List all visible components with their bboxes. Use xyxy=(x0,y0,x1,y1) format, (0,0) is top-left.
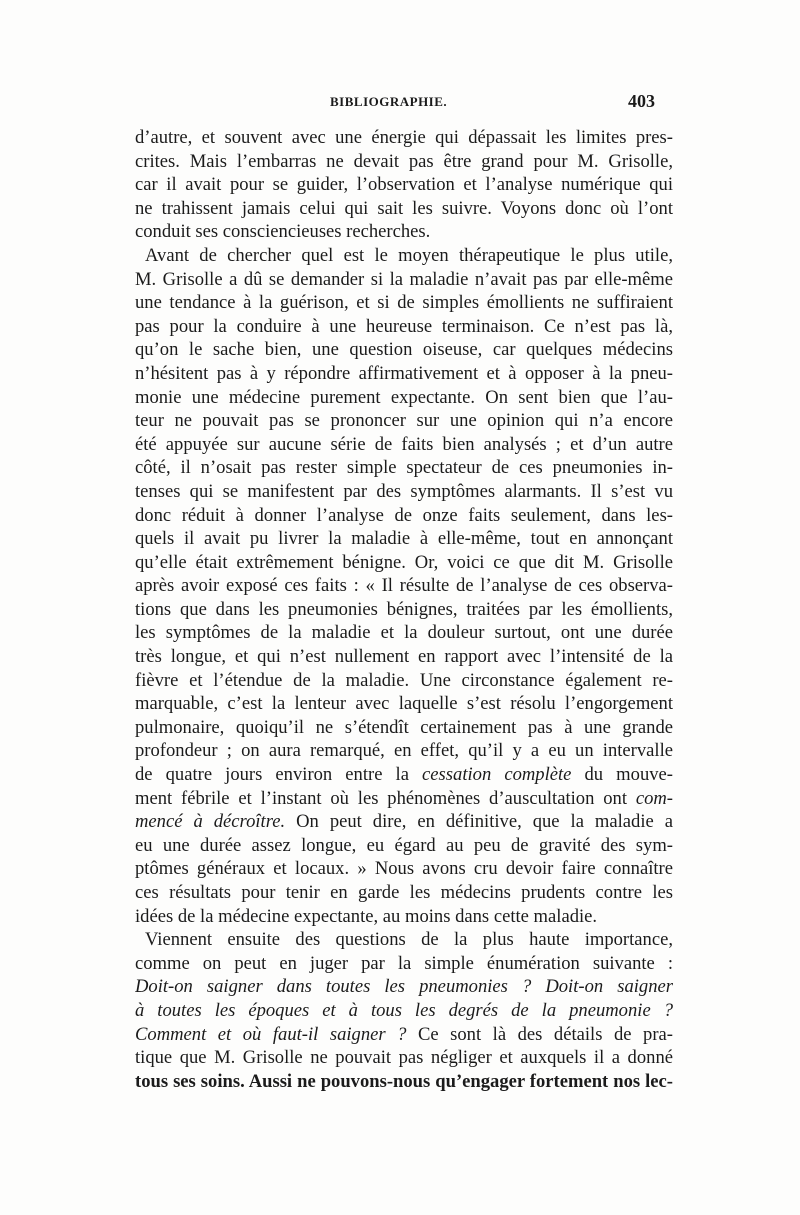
text-line: n’hésitent pas à y répondre affirmativement et à opposer à la pneu- xyxy=(135,362,673,384)
text-line: qu’on le sache bien, une question oiseuse, car quelques médecins xyxy=(135,339,673,361)
text-line xyxy=(135,763,673,787)
text-line xyxy=(135,975,673,999)
text-line: été appuyée sur aucune série de faits bien analysés ; et d’un autre xyxy=(135,433,673,455)
text-line: tous ses soins. Aussi ne pouvons-nous qu’engager fortement nos lec- xyxy=(135,1070,673,1092)
text-line: idées de la médecine expectante, au moins dans cette maladie. xyxy=(135,905,598,927)
text-line xyxy=(135,999,673,1023)
emphasis-text: cessation complète xyxy=(422,764,572,786)
text-span: de quatre jours environ entre la xyxy=(135,764,423,786)
text-line: marquable, c’est la lenteur avec laquelle s’est résolu l’engorgement xyxy=(135,693,673,715)
page-number: 403 xyxy=(628,91,655,111)
text-line: monie une médecine purement expectante. On sent bien que l’au- xyxy=(135,386,673,408)
text-line: conduit ses consciencieuses recherches. xyxy=(135,221,431,243)
text-line: ne trahissent jamais celui qui sait les suivre. Voyons donc où l’ont xyxy=(135,197,673,219)
emphasis-text: à toutes les époques et à tous les degrés de la pneumonie ? xyxy=(135,999,673,1021)
text-line: après avoir exposé ces faits : « Il résulte de l’analyse de ces observa- xyxy=(135,575,673,597)
text-line: Viennent ensuite des questions de la plus haute importance, xyxy=(145,929,673,951)
text-span: Ce sont là des détails de pra- xyxy=(406,1023,673,1045)
text-line: tique que M. Grisolle ne pouvait pas négliger et auxquels il a donné xyxy=(135,1047,673,1069)
text-line xyxy=(135,810,673,834)
page-header xyxy=(135,91,655,118)
text-line: ces résultats pour tenir en garde les médecins prudents contre les xyxy=(135,882,673,903)
emphasis-text: Doit-on saigner dans toutes les pneumonies ? Doit-on saigner xyxy=(135,976,673,998)
text-line: Avant de chercher quel est le moyen thérapeutique le plus utile, xyxy=(145,244,673,266)
text-line: crites. Mais l’embarras ne devait pas être grand pour M. Grisolle, xyxy=(135,150,673,172)
text-line: ptômes généraux et locaux. » Nous avons cru devoir faire connaître xyxy=(135,858,673,880)
text-line: pulmonaire, quoiqu’il ne s’étendît certainement pas à une grande xyxy=(135,716,673,738)
text-line: pas pour la conduire à une heureuse terminaison. Ce n’est pas là, xyxy=(135,315,673,337)
text-line: comme on peut en juger par la simple énumération suivante : xyxy=(135,952,673,974)
text-line: teur ne pouvait pas se prononcer sur une opinion qui n’a encore xyxy=(135,410,673,432)
text-line: qu’elle était extrêmement bénigne. Or, voici ce que dit M. Grisolle xyxy=(135,551,673,573)
emphasis-text: Comment et où faut-il saigner ? xyxy=(135,1023,407,1045)
text-span: On peut dire, en définitive, que la maladie a xyxy=(285,811,673,833)
text-span: du mouve- xyxy=(571,764,673,786)
text-line: profondeur ; on aura remarqué, en effet, qu’il y a eu un intervalle xyxy=(135,740,673,762)
text-line: très longue, et qui n’est nullement en rapport avec l’intensité de la xyxy=(135,646,673,668)
text-line: M. Grisolle a dû se demander si la maladie n’avait pas par elle-même xyxy=(135,268,673,290)
emphasis-text: com- xyxy=(635,787,673,809)
running-head: BIBLIOGRAPHIE. xyxy=(330,94,448,109)
text-line xyxy=(135,787,673,811)
text-span: ment fébrile et l’instant où les phénomènes d’auscultation ont xyxy=(135,787,636,809)
text-line: quels il avait pu livrer la maladie à elle-même, tout en annonçant xyxy=(135,528,673,550)
text-line: une tendance à la guérison, et si de simples émollients ne suffiraient xyxy=(135,292,673,314)
text-line: eu une durée assez longue, eu égard au peu de gravité des sym- xyxy=(135,834,673,856)
text-line: car il avait pour se guider, l’observation et l’analyse numérique qui xyxy=(135,174,673,196)
text-line: donc réduit à donner l’analyse de onze faits seulement, dans les- xyxy=(135,504,673,526)
body-text xyxy=(135,126,673,1093)
text-line: fièvre et l’étendue de la maladie. Une circonstance également re- xyxy=(135,669,673,691)
text-line: tions que dans les pneumonies bénignes, traitées par les émollients, xyxy=(135,598,673,620)
text-line: les symptômes de la maladie et la douleur surtout, ont une durée xyxy=(135,622,673,644)
text-line: d’autre, et souvent avec une énergie qui dépassait les limites pres- xyxy=(135,127,673,148)
emphasis-text: mencé à décroître. xyxy=(135,811,286,833)
text-line xyxy=(135,1023,673,1047)
text-line: tenses qui se manifestent par des symptômes alarmants. Il s’est vu xyxy=(135,480,673,502)
text-line: côté, il n’osait pas rester simple spectateur de ces pneumonies in- xyxy=(135,457,673,479)
